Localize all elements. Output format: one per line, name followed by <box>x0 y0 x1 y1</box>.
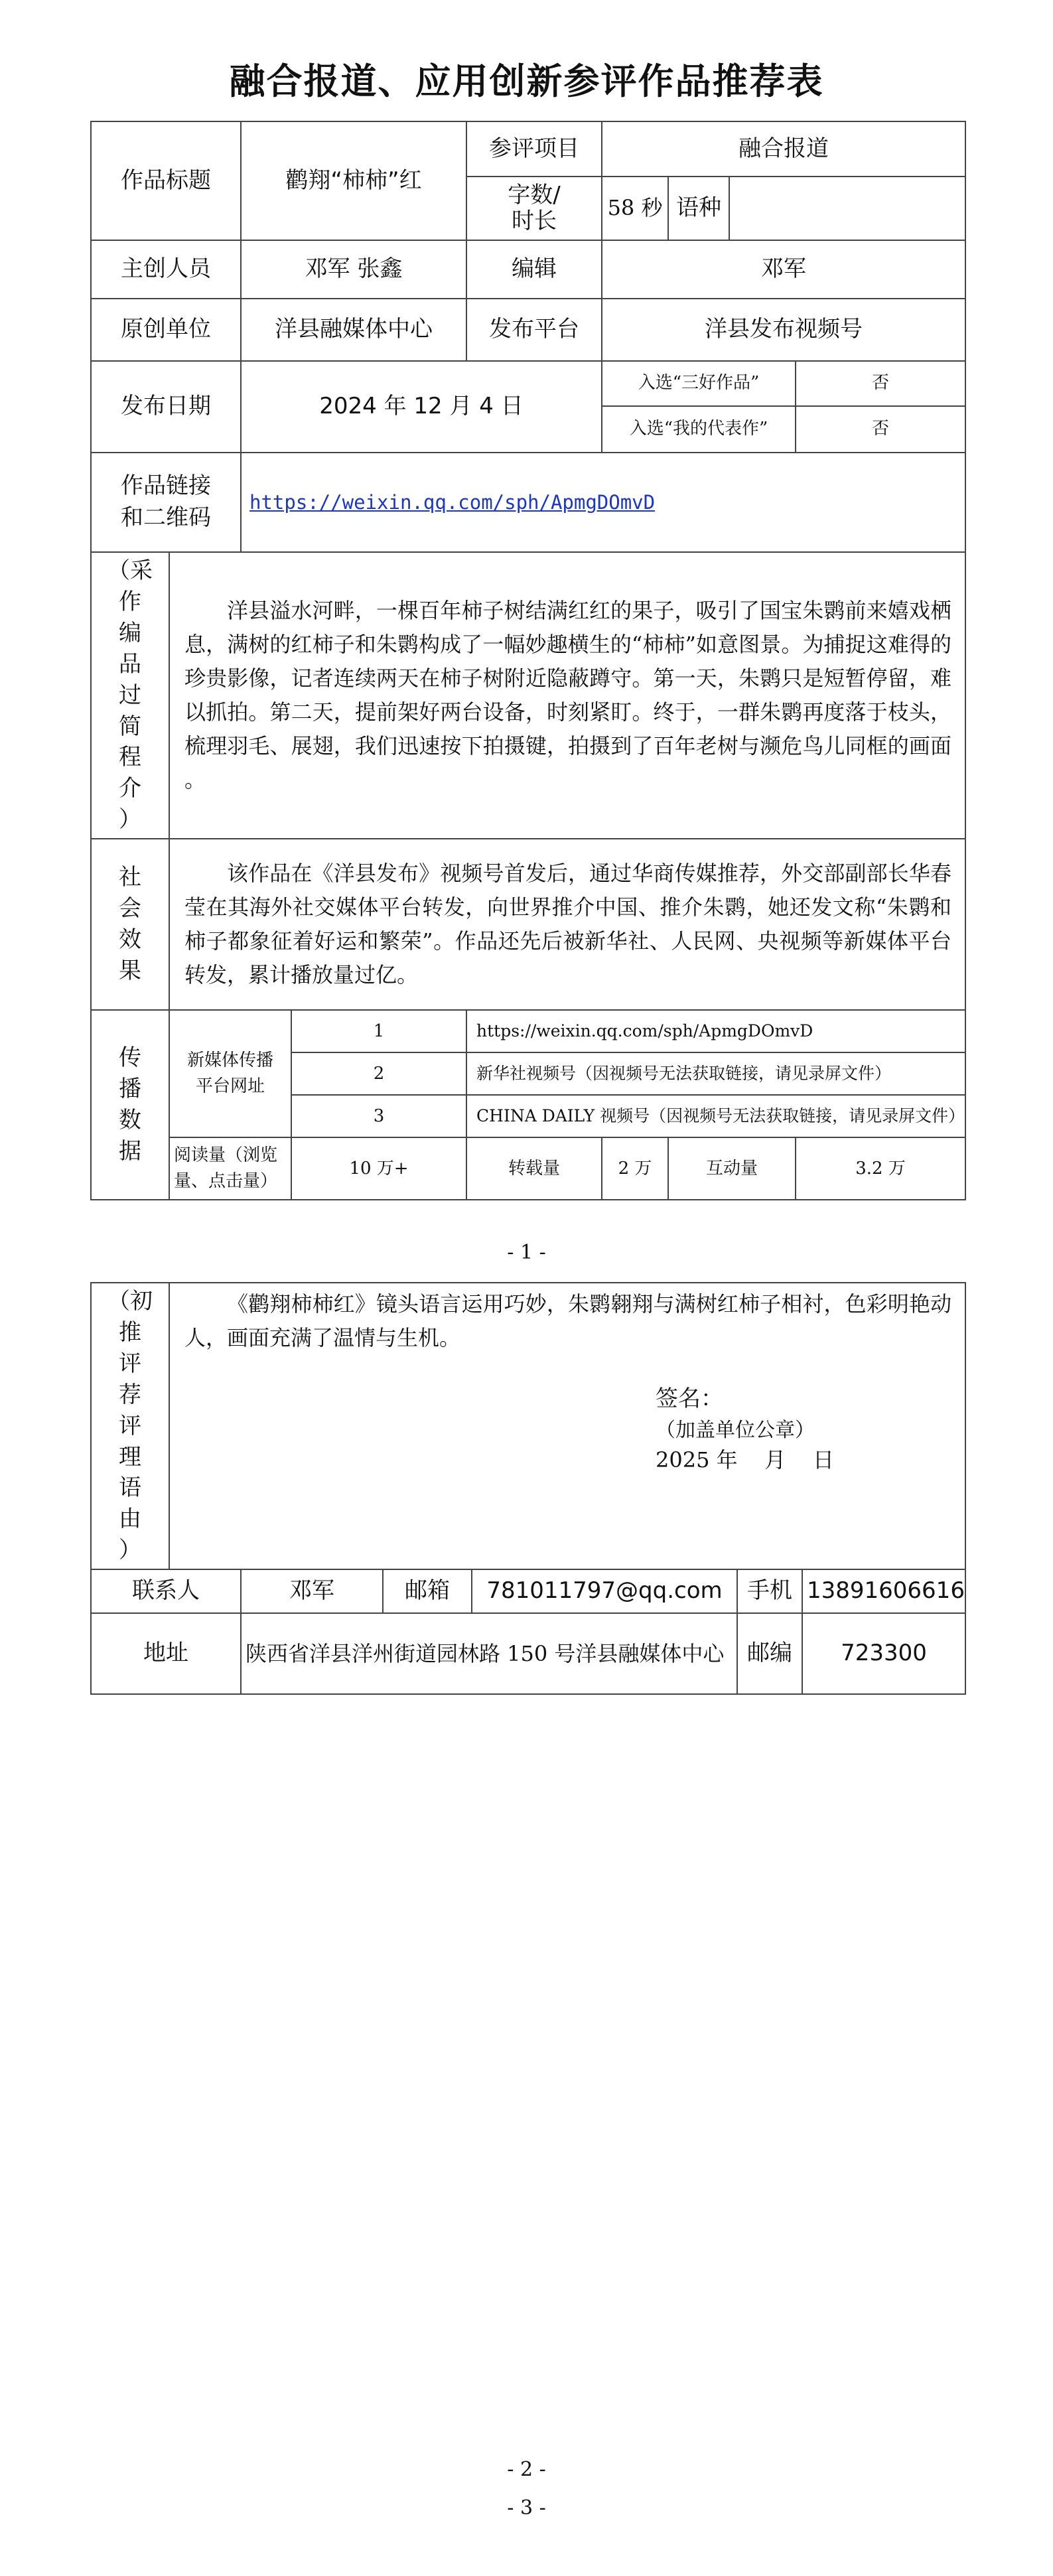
platform-value: 洋县发布视频号 <box>602 299 965 361</box>
length-label: 字数/ 时长 <box>466 177 602 240</box>
category-value: 融合报道 <box>602 121 965 177</box>
three-good-label: 入选“三好作品” <box>602 361 796 406</box>
page-title: 融合报道、应用创新参评作品推荐表 <box>229 60 824 102</box>
interactions-value: 3.2 万 <box>796 1137 965 1200</box>
sign-date: 2025 年 月 日 <box>656 1447 834 1473</box>
work-title-label: 作品标题 <box>91 121 241 240</box>
email-label: 邮箱 <box>383 1569 472 1613</box>
platform-label: 发布平台 <box>466 299 602 361</box>
views-label: 阅读量（浏览 量、点击量） <box>169 1137 291 1200</box>
contact-value: 邓军 <box>241 1569 383 1613</box>
seal-label: （加盖单位公章） <box>656 1418 815 1442</box>
address-value: 陕西省洋县洋州街道园林路 150 号洋县融媒体中心 <box>241 1613 737 1694</box>
postcode-value: 723300 <box>802 1613 965 1694</box>
unit-label: 原创单位 <box>91 299 241 361</box>
phone-label: 手机 <box>737 1569 802 1613</box>
my-rep-value: 否 <box>796 406 965 453</box>
page-number-2: - 2 - <box>507 2458 546 2481</box>
effect-label: 社 会 效 果 <box>91 839 169 1010</box>
review-label: （初 推 评 荐 评 理 语 由 ） <box>91 1283 169 1569</box>
address-label: 地址 <box>91 1613 241 1694</box>
language-value <box>729 177 965 240</box>
recommendation-form-table <box>90 121 966 1200</box>
language-label: 语种 <box>668 177 729 240</box>
three-good-value: 否 <box>796 361 965 406</box>
date-label: 发布日期 <box>91 361 241 453</box>
review-table <box>90 1282 966 1695</box>
interactions-label: 互动量 <box>668 1137 796 1200</box>
reposts-label: 转载量 <box>466 1137 602 1200</box>
length-value: 58 秒 <box>602 177 668 240</box>
work-link[interactable]: https://weixin.qq.com/sph/ApmgDOmvD <box>249 491 656 514</box>
review-text: 《鹳翔柿柿红》镜头语言运用巧妙，朱鹮翱翔与满树红柿子相衬，色彩明艳动人，画面充满了温情与生机。 <box>184 1291 952 1351</box>
link-label: 作品链接 和二维码 <box>91 453 241 552</box>
url-no-2: 2 <box>291 1052 466 1095</box>
url-1[interactable]: https://weixin.qq.com/sph/ApmgDOmvD <box>466 1010 965 1052</box>
creators-value: 邓军 张鑫 <box>241 240 466 299</box>
unit-value: 洋县融媒体中心 <box>241 299 466 361</box>
editor-value: 邓军 <box>602 240 965 299</box>
contact-label: 联系人 <box>91 1569 241 1613</box>
reposts-value: 2 万 <box>602 1137 668 1200</box>
creators-label: 主创人员 <box>91 240 241 299</box>
effect-text: 该作品在《洋县发布》视频号首发后，通过华商传媒推荐，外交部副部长华春莹在其海外社交媒体平台转发，向世界推介中国、推介朱鹮，她还发文称“朱鹮和柿子都象征着好运和繁荣”。作品还先后被新华社、人民网、央视频等新媒体平台转发，累计播放量过亿。 <box>169 839 965 1010</box>
page-number-1: - 1 - <box>507 1241 546 1264</box>
process-label: （采 作 编 品 过 简 程 介 ） <box>91 552 169 839</box>
postcode-label: 邮编 <box>737 1613 802 1694</box>
sign-label: 签名： <box>656 1386 723 1413</box>
editor-label: 编辑 <box>466 240 602 299</box>
email-value: 781011797@qq.com <box>472 1569 737 1613</box>
platform-url-label: 新媒体传播 平台网址 <box>169 1010 291 1137</box>
url-2: 新华社视频号（因视频号无法获取链接，请见录屏文件） <box>466 1052 965 1095</box>
url-3: CHINA DAILY 视频号（因视频号无法获取链接，请见录屏文件） <box>466 1095 965 1137</box>
category-label: 参评项目 <box>466 121 602 177</box>
views-value: 10 万+ <box>291 1137 466 1200</box>
my-rep-label: 入选“我的代表作” <box>602 406 796 453</box>
url-no-3: 3 <box>291 1095 466 1137</box>
phone-value: 13891606616 <box>802 1569 965 1613</box>
spread-label: 传 播 数 据 <box>91 1010 169 1200</box>
url-no-1: 1 <box>291 1010 466 1052</box>
work-title-value: 鹳翔“柿柿”红 <box>241 121 466 240</box>
date-value: 2024 年 12 月 4 日 <box>241 361 602 453</box>
page-number-3: - 3 - <box>507 2496 546 2520</box>
process-text: 洋县溢水河畔，一棵百年柿子树结满红红的果子，吸引了国宝朱鹮前来嬉戏栖息，满树的红柿子和朱鹮构成了一幅妙趣横生的“柿柿”如意图景。为捕捉这难得的珍贵影像，记者连续两天在柿子树附近隐蔽蹲守。第一天，朱鹮只是短暂停留，难以抓拍。第二天，提前架好两台设备，时刻紧盯。终于，一群朱鹮再度落于枝头，梳理羽毛、展翅，我们迅速按下拍摄键，拍摄到了百年老树与濒危鸟儿同框的画面 。 <box>169 552 965 839</box>
